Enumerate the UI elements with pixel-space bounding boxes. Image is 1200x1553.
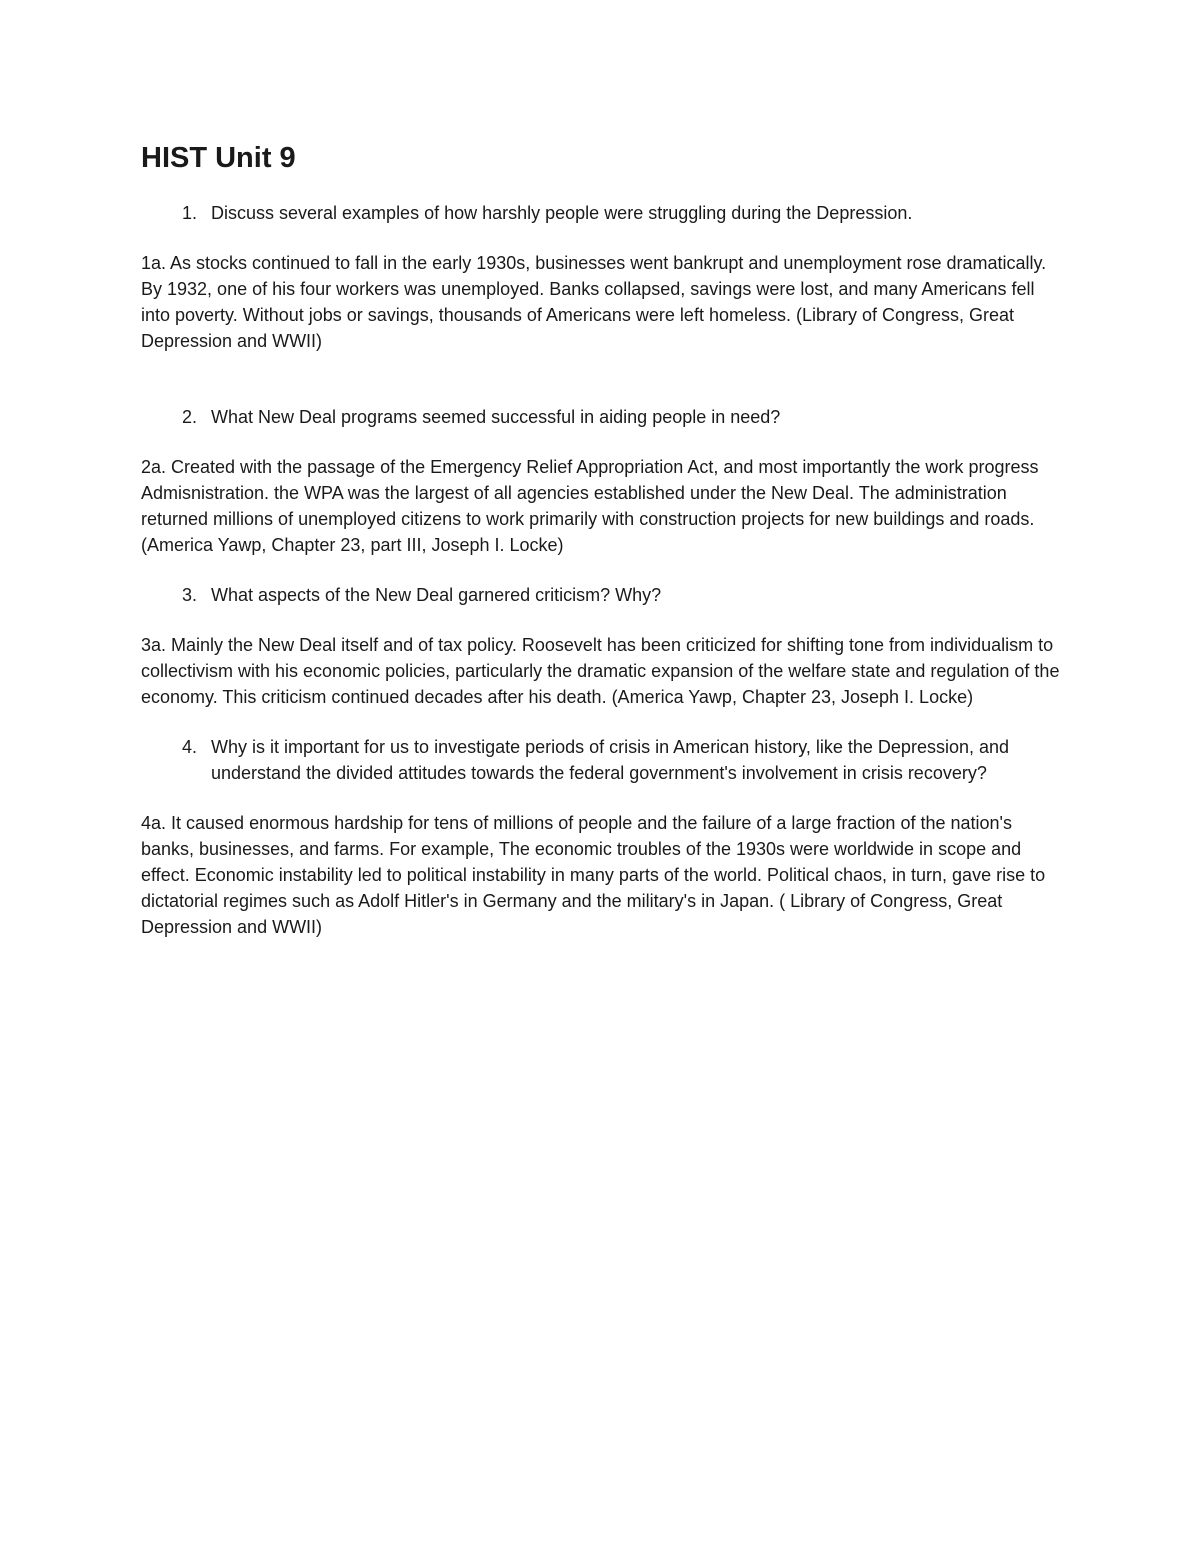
question-item xyxy=(141,582,1061,608)
answer-block xyxy=(141,454,1061,558)
document-body xyxy=(141,140,1061,940)
question-item xyxy=(141,734,1061,786)
answer-block xyxy=(141,810,1061,940)
spacer xyxy=(141,558,1061,582)
answer-citation: (America Yawp, Chapter 23, part III, Joseph I. Locke) xyxy=(141,535,564,555)
answer-block xyxy=(141,250,1061,354)
answer-text: 1a. As stocks continued to fall in the early 1930s, businesses went bankrupt and unemployment rose dramatically. By 1932, one of his four workers was unemployed. Banks collapsed, savings were lost, and many Americans fell into poverty. Without jobs or savings, thousands of Americans were left homeless. (Library of Congress, Great Depression and WWII) xyxy=(141,253,1047,351)
question-text: Why is it important for us to investigate periods of crisis in American history, like the Depression, and understand the divided attitudes towards the federal government's involvement in crisis recovery? xyxy=(211,737,1010,783)
question-item xyxy=(141,200,1061,226)
answer-text: 4a. It caused enormous hardship for tens of millions of people and the failure of a large fraction of the nation's banks, businesses, and farms. For example, The economic troubles of the 1930s were worldwide in scope and effect. Economic instability led to political instability in many parts of the world. Political chaos, in turn, gave rise to dictatorial regimes such as Adolf Hitler's in Germany and the military's in Japan. ( Library of Congress, Great Depression and WWII) xyxy=(141,813,1046,937)
question-number: 1. xyxy=(181,203,197,223)
question-number: 2. xyxy=(181,407,197,427)
answer-block xyxy=(141,632,1061,710)
question-text: What aspects of the New Deal garnered criticism? Why? xyxy=(211,585,662,605)
answer-text: 3a. Mainly the New Deal itself and of tax policy. Roosevelt has been criticized for shifting tone from individualism to collectivism with his economic policies, particularly the dramatic expansion of the welfare state and regulation of the economy. This criticism continued decades after his death. (America Yawp, Chapter 23, Joseph I. Locke) xyxy=(141,635,1060,707)
question-text: What New Deal programs seemed successful in aiding people in need? xyxy=(211,407,781,427)
question-number: 4. xyxy=(181,737,197,757)
question-number: 3. xyxy=(181,585,197,605)
document-title: HIST Unit 9 xyxy=(141,142,296,174)
question-text: Discuss several examples of how harshly people were struggling during the Depression. xyxy=(211,203,913,223)
question-item xyxy=(141,404,1061,430)
spacer xyxy=(141,710,1061,734)
answer-text: 2a. Created with the passage of the Emergency Relief Appropriation Act, and most importantly the work progress Admisnistration. the WPA was the largest of all agencies established under the New Deal. The administration returned millions of unemployed citizens to work primarily with construction projects for new buildings and roads. xyxy=(141,457,1039,529)
spacer xyxy=(141,354,1061,404)
